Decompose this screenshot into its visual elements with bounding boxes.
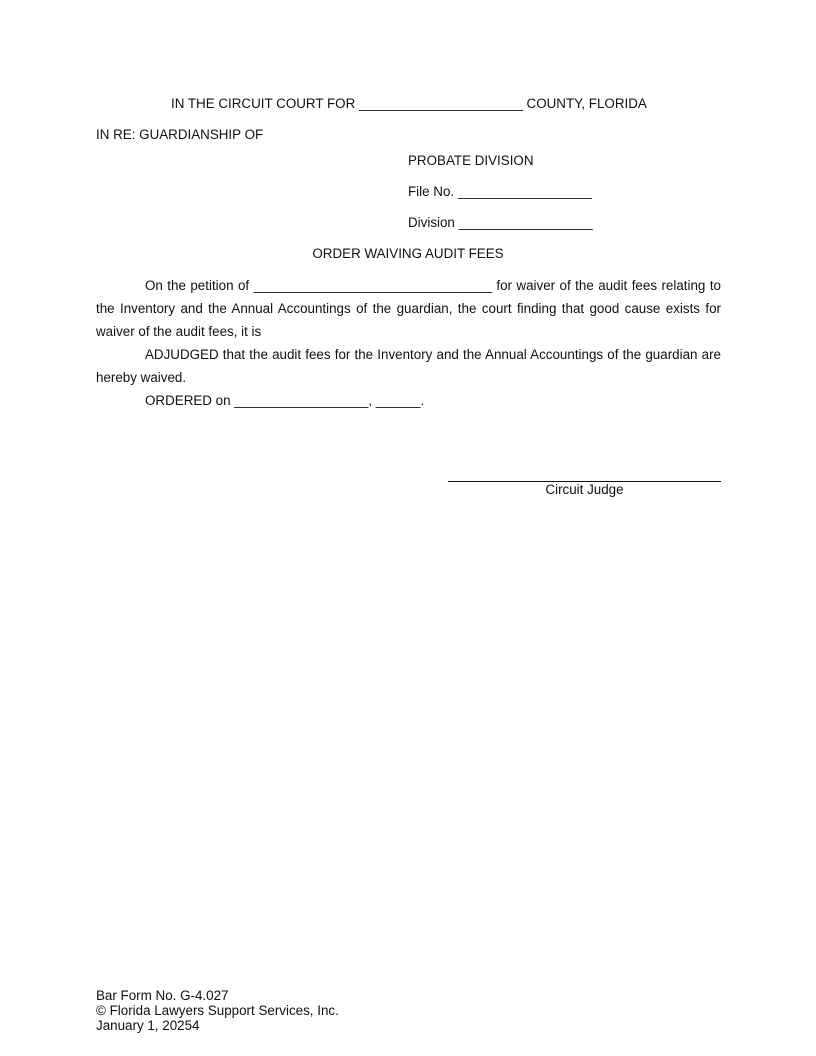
signature-label: Circuit Judge	[545, 482, 624, 497]
form-date: January 1, 20254	[96, 1018, 200, 1033]
in-re-line: IN RE: GUARDIANSHIP OF	[96, 127, 264, 142]
form-number: Bar Form No. G-4.027	[96, 988, 229, 1003]
division-line: Division __________________	[408, 215, 593, 230]
document-title: ORDER WAIVING AUDIT FEES	[312, 246, 504, 261]
form-footer	[96, 988, 339, 1033]
probate-division: PROBATE DIVISION	[408, 153, 534, 168]
copyright-line: © Florida Lawyers Support Services, Inc.	[96, 1003, 339, 1018]
petition-paragraph: On the petition of ________________________________ for waiver of the audit fees relating to the Inventory and the Annual Accountings of the guardian, the court finding that good cause exists for waiver of the audit fees, it is	[96, 278, 721, 339]
adjudged-paragraph: ADJUDGED that the audit fees for the Inventory and the Annual Accountings of the guardian are hereby waived.	[96, 347, 721, 385]
court-heading: IN THE CIRCUIT COURT FOR ______________________ COUNTY, FLORIDA	[171, 96, 647, 111]
ordered-paragraph: ORDERED on __________________, ______.	[145, 393, 425, 408]
file-number: File No. __________________	[408, 184, 592, 199]
